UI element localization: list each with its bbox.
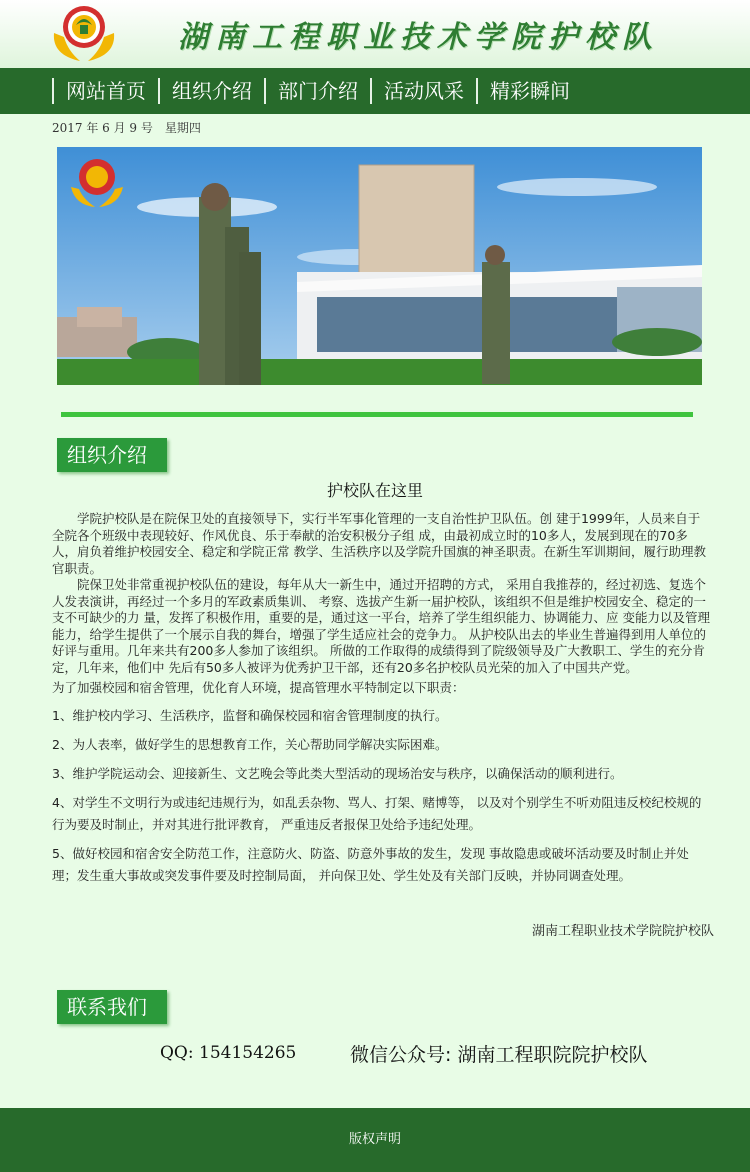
main-nav	[0, 68, 750, 114]
nav-item-home[interactable]: 网站首页	[52, 78, 158, 104]
article-signature: 湖南工程职业技术学院院护校队	[531, 924, 714, 939]
nav-item-organization[interactable]: 组织介绍	[158, 78, 264, 104]
article-paragraph: 学院护校队是在院保卫处的直接领导下，实行半军事化管理的一支自治性护卫队伍。创 建于1999年，人员来自于全院各个班级中表现较好、作风优良、乐于奉献的治安积极分子组 成，由最初成立时的10多人，发展到现在的70多人，肩负着维护校园安全、稳定和学院正常 教学、生活秩序以及学院升国旗的神圣职责。在新生军训期间，履行助理教官职责。	[52, 511, 706, 576]
banner-photo	[57, 147, 702, 385]
duty-item: 1、维护校内学习、生活秩序，监督和确保校园和宿舍管理制度的执行。	[52, 708, 448, 723]
nav-item-departments[interactable]: 部门介绍	[264, 78, 370, 104]
section-tag-organization: 组织介绍	[57, 438, 167, 472]
section-tag-contact: 联系我们	[57, 990, 167, 1024]
school-logo-icon[interactable]	[50, 3, 118, 65]
copyright-link[interactable]: 版权声明	[348, 1132, 401, 1147]
section-divider	[61, 412, 693, 417]
nav-item-highlights[interactable]: 精彩瞬间	[476, 78, 582, 104]
site-footer	[0, 1108, 750, 1172]
article-paragraph: 院保卫处非常重视护校队伍的建设，每年从大一新生中，通过开招聘的方式， 采用自我推荐的，经过初选、复选个人发表演讲，再经过一个多月的军政素质集训、 考察、选拔产生新一届护校队，该组织不但是维护校园安全、稳定的一支不可缺少的力 量，发挥了积极作用，重要的是，通过这一平台，培养了学生组织能力、协调能力、应 变能力以及管理能力，给学生提供了一个展示自我的舞台，增强了学生适应社会的竞争力。 从护校队出去的毕业生普遍得到用人单位的好评与重用。几年来共有200多人参加了该组织。 所做的工作取得的成绩得到了院级领导及广大教职工、学生的充分肯定，几年来，他们中 先后有50多人被评为优秀护卫干部，还有20多名护校队员光荣的加入了中国共产党。	[52, 577, 710, 675]
current-date: 2017 年 6 月 9 号 星期四	[52, 121, 201, 135]
article-body	[52, 511, 712, 887]
site-title: 湖南工程职业技术学院护校队	[178, 20, 659, 55]
duty-item: 2、为人表率，做好学生的思想教育工作，关心帮助同学解决实际困难。	[52, 737, 448, 752]
duty-item: 5、做好校园和宿舍安全防范工作，注意防火、防盗、防意外事故的发生，发现 事故隐患或破坏活动要及时制止并处理；发生重大事故或突发事件要及时控制局面， 并向保卫处、学生处及有关部门反映，并协同调查处理。	[52, 846, 689, 883]
contact-wechat: 微信公众号: 湖南工程职院院护校队	[350, 1044, 648, 1066]
article-title: 护校队在这里	[326, 481, 423, 500]
site-header	[0, 0, 750, 68]
nav-item-activities[interactable]: 活动风采	[370, 78, 476, 104]
contact-qq: QQ: 154154265	[160, 1043, 297, 1063]
duty-item: 4、对学生不文明行为或违纪违规行为，如乱丢杂物、骂人、打架、赌博等， 以及对个别学生不听劝阻违反校纪校规的行为要及时制止，并对其进行批评教育， 严重违反者报保卫处给予违纪处理。	[52, 795, 702, 832]
duty-item: 3、维护学院运动会、迎接新生、文艺晚会等此类大型活动的现场治安与秩序，以确保活动的顺利进行。	[52, 766, 623, 781]
duties-intro: 为了加强校园和宿舍管理，优化育人环境，提高管理水平特制定以下职责：	[52, 680, 465, 695]
